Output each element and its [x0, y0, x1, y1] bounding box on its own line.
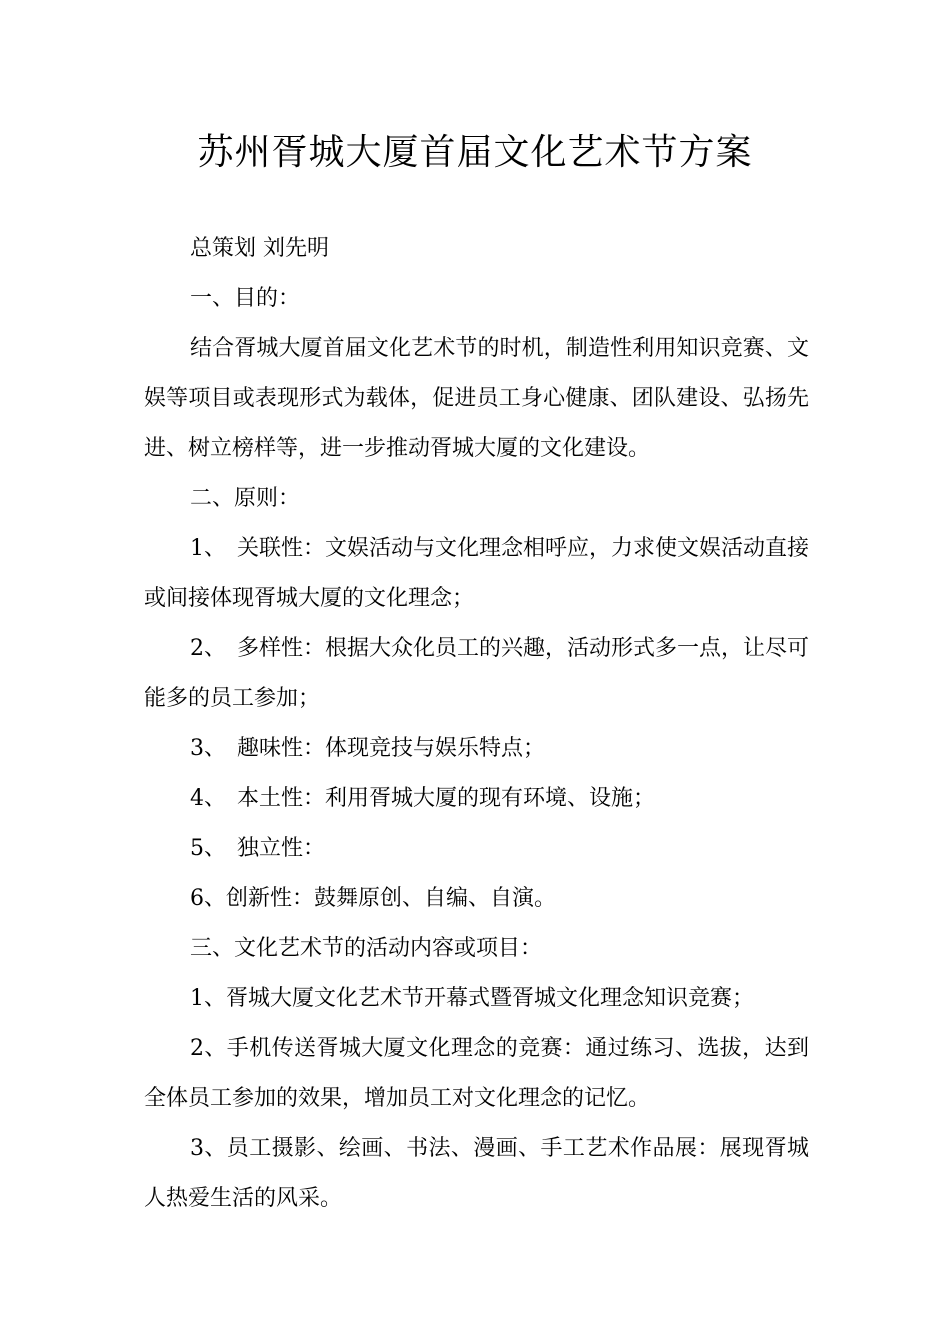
- principle-item-5: 5、 独立性：: [190, 836, 325, 861]
- principle-item-1: 1、 关联性：文娱活动与文化理念相呼应，力求使文娱活动直接或间接体现胥城大厦的文化理念；: [144, 536, 809, 611]
- principle-item-4: 4、 本土性：利用胥城大厦的现有环境、设施；: [190, 786, 655, 811]
- purpose-paragraph: 结合胥城大厦首届文化艺术节的时机，制造性利用知识竞赛、文娱等项目或表现形式为载体，促进员工身心健康、团队建设、弘扬先进、树立榜样等，进一步推动胥城大厦的文化建设。: [144, 336, 809, 461]
- document-title: 苏州胥城大厦首届文化艺术节方案: [197, 132, 753, 173]
- document-body: [144, 224, 809, 1224]
- principle-item-2: 2、 多样性：根据大众化员工的兴趣，活动形式多一点，让尽可能多的员工参加；: [144, 636, 809, 711]
- planner-line: 总策划 刘先明: [190, 236, 329, 261]
- section-heading-principles: 二、原则：: [190, 486, 301, 511]
- principle-item-6: 6、创新性：鼓舞原创、自编、自演。: [190, 886, 556, 911]
- section-heading-purpose: 一、目的：: [190, 286, 301, 311]
- activity-item-1: 1、胥城大厦文化艺术节开幕式暨胥城文化理念知识竞赛；: [190, 986, 754, 1011]
- section-heading-activities: 三、文化艺术节的活动内容或项目：: [190, 936, 543, 961]
- activity-item-2: 2、手机传送胥城大厦文化理念的竞赛：通过练习、选拔，达到全体员工参加的效果，增加员工对文化理念的记忆。: [144, 1036, 809, 1111]
- activity-item-3: 3、员工摄影、绘画、书法、漫画、手工艺术作品展：展现胥城人热爱生活的风采。: [144, 1136, 809, 1211]
- principle-item-3: 3、 趣味性：体现竞技与娱乐特点；: [190, 736, 545, 761]
